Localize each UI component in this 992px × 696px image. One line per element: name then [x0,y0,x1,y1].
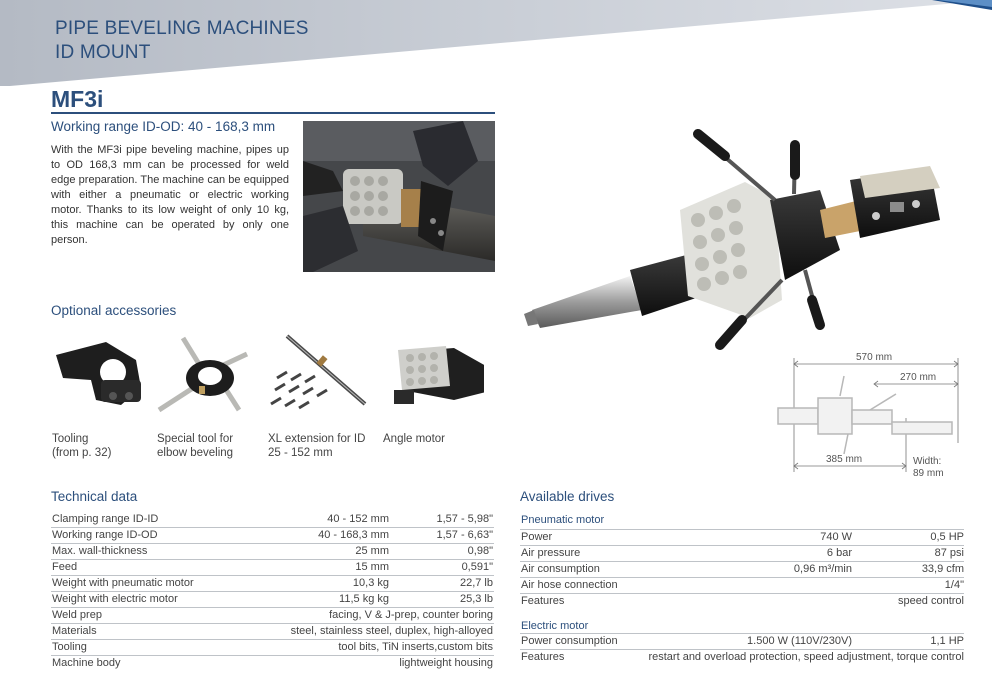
table-row: Working range ID-OD 40 - 168,3 mm 1,57 - 6,63" [51,528,494,544]
dim-body-length: 385 mm [826,454,863,465]
table-row: Max. wall-thickness 25 mm 0,98" [51,544,494,560]
drives-title: Available drives [520,489,615,504]
dim-width-label: Width: [913,456,942,467]
machine-image [520,120,960,360]
table-row: Machine body lightweight housing [52,657,493,669]
electric-table [520,633,964,665]
tooling-image [51,330,151,418]
product-description: With the MF3i pipe beveling machine, pipes up to OD 168,3 mm can be processed for weld edge preparation. The machine can be equipped with either a pneumatic or electric working motor. Thanks to its low weight of only 10 kg, this machine can be operated by only one person. [51,144,289,246]
table-row: Air hose connection 1/4" [520,578,964,594]
accessory-label-tooling: Tooling (from p. 32) [52,433,112,459]
table-row: Clamping range ID-ID 40 - 152 mm 1,57 - 5,98" [51,512,494,528]
xl-extension-image [267,330,367,418]
accessory-label-elbow: Special tool for elbow beveling [157,433,234,459]
table-row: Features speed control [521,595,964,607]
table-row: Materials steel, stainless steel, duplex, high-alloyed [51,624,494,640]
dim-head-length: 270 mm [900,372,937,383]
technical-data-table [51,512,494,671]
page-title: PIPE BEVELING MACHINES [55,18,309,39]
working-range: Working range ID-OD: 40 - 168,3 mm [51,119,276,134]
model-divider [51,112,495,114]
accessory-label-angle: Angle motor [383,433,446,445]
table-row: Weld prep facing, V & J-prep, counter boring [51,608,494,624]
table-row: Feed 15 mm 0,591" [51,560,494,576]
model-name: MF3i [51,86,104,112]
table-row: Tooling tool bits, TiN inserts,custom bits [51,640,494,656]
accessories-title: Optional accessories [51,303,177,318]
table-row: Power 740 W 0,5 HP [520,530,964,546]
table-row: Air consumption 0,96 m³/min 33,9 cfm [520,562,964,578]
table-row: Air pressure 6 bar 87 psi [520,546,964,562]
dim-total-length: 570 mm [856,352,893,363]
table-row: Weight with electric motor 11,5 kg kg 25,3 lb [51,592,494,608]
pneumatic-motor-title: Pneumatic motor [521,514,605,526]
table-row: Power consumption 1.500 W (110V/230V) 1,1 HP [520,634,964,650]
technical-data-title: Technical data [51,489,138,504]
dimension-drawing [770,348,970,480]
pneumatic-table [520,529,964,609]
elbow-tool-image [155,330,255,418]
page-subtitle: ID MOUNT [55,42,151,63]
table-row: Features restart and overload protection, speed adjustment, torque control [521,651,964,663]
usage-photo [303,121,495,272]
angle-motor-image [384,330,484,418]
accessory-label-xl: XL extension for ID 25 - 152 mm [268,433,366,459]
electric-motor-title: Electric motor [521,620,589,632]
table-row: Weight with pneumatic motor 10,3 kg 22,7 lb [51,576,494,592]
dim-width-value: 89 mm [913,468,944,479]
